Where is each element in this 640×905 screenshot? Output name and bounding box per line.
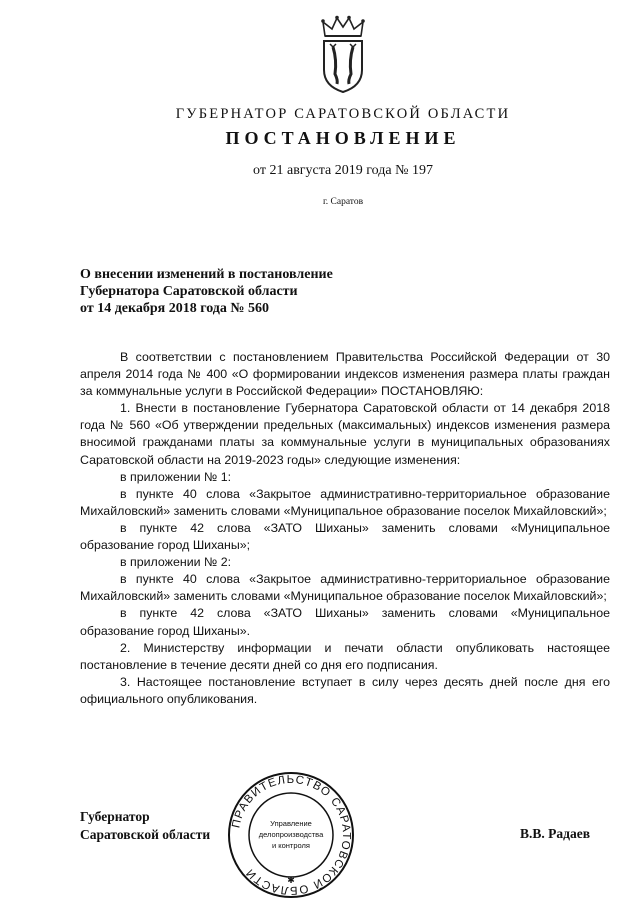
body-paragraph: в приложении № 2: xyxy=(120,555,232,570)
official-stamp xyxy=(222,770,360,900)
body-paragraph: в пункте 42 слова «ЗАТО Шиханы» заменить словами «Муниципальное образование город Шиханы»; xyxy=(80,520,610,553)
body-paragraph: 1. Внести в постановление Губернатора Саратовской области от 14 декабря 2018 года № 560 «Об утверждении предельных (максимальных) индексов изменения размера вносимой гражданами платы за коммунальные услуги в муниципальных образованиях Саратовской области на 2019-2023 годы» следующие изменения: xyxy=(80,401,610,467)
signer-title-line: Губернатор xyxy=(80,809,150,824)
body-paragraph: в пункте 40 слова «Закрытое административно-территориальное образование Михайловский» заменить словами «Муниципальное образование поселок Михайловский»; xyxy=(80,486,610,518)
body-paragraph: 3. Настоящее постановление вступает в силу через десять дней после дня его официального опубликования. xyxy=(80,674,610,706)
stamp-center-line: делопроизводства xyxy=(258,830,324,839)
stamp-ring-text: ПРАВИТЕЛЬСТВО САРАТОВСКОЙ ОБЛАСТИ xyxy=(230,773,353,897)
signer-name: В.В. Радаев xyxy=(520,826,590,841)
body-paragraph: в пункте 40 слова «Закрытое административно-территориальное образование Михайловский» заменить словами «Муниципальное образование поселок Михайловский»; xyxy=(80,572,610,604)
document-date-number: от 21 августа 2019 года № 197 xyxy=(253,163,433,178)
signer-title-line: Саратовской области xyxy=(80,827,211,842)
body-paragraph: 2. Министерству информации и печати области опубликовать настоящее постановление в течение десяти дней со дня его подписания. xyxy=(80,640,610,672)
document-body xyxy=(80,349,610,708)
document-subject xyxy=(80,266,410,317)
body-paragraph: в пункте 42 слова «ЗАТО Шиханы» заменить словами «Муниципальное образование город Шиханы». xyxy=(80,606,610,638)
body-paragraph: в приложении № 1: xyxy=(120,469,232,484)
document-city: г. Саратов xyxy=(322,197,364,207)
subject-line: Губернатора Саратовской области xyxy=(80,284,298,299)
stamp-center-line: и контроля xyxy=(271,841,311,850)
stamp-center-line: Управление xyxy=(270,819,312,828)
document-type: ПОСТАНОВЛЕНИЕ xyxy=(225,128,461,148)
subject-line: О внесении изменений в постановление xyxy=(80,267,333,282)
stamp-star-icon: ✱ xyxy=(287,875,295,885)
saratov-coat-of-arms-icon xyxy=(315,14,371,94)
issuer-title: ГУБЕРНАТОР САРАТОВСКОЙ ОБЛАСТИ xyxy=(175,106,511,122)
signer-title xyxy=(80,808,210,844)
subject-line: от 14 декабря 2018 года № 560 xyxy=(80,301,269,316)
body-paragraph: В соответствии с постановлением Правительства Российской Федерации от 30 апреля 2014 года № 400 «О формировании индексов изменения размера платы граждан за коммунальные услуги в Российской Федерации» ПОСТАНОВЛЯЮ: xyxy=(80,350,610,399)
